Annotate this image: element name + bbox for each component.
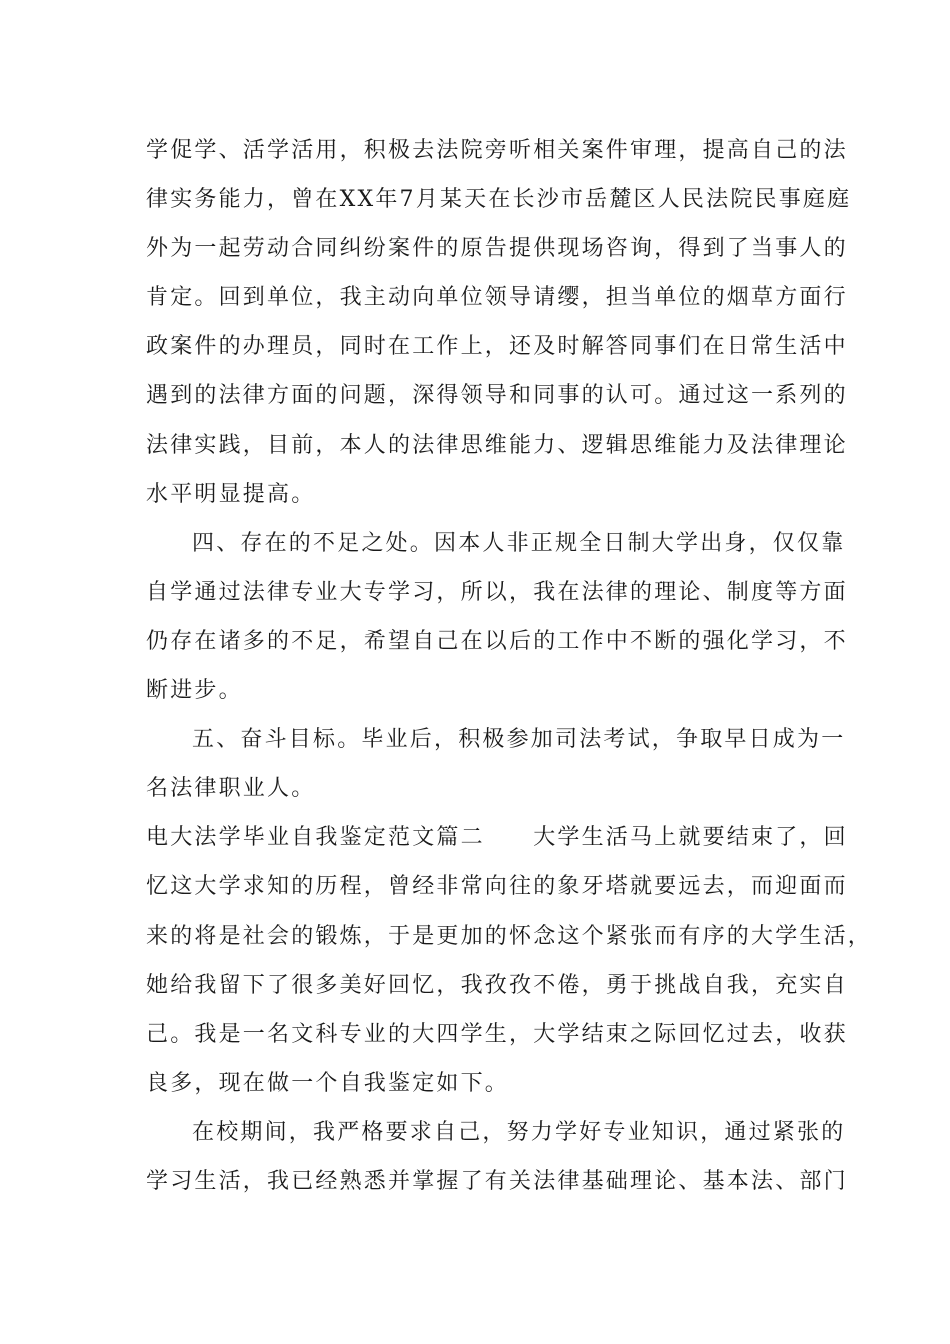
text-line: 遇到的法律方面的问题，深得领导和同事的认可。通过这一系列的 (146, 383, 848, 409)
section-heading-line: 电大法学毕业自我鉴定范文篇二 大学生活马上就要结束了，回 (146, 825, 848, 851)
text-line: 来的将是社会的锻炼，于是更加的怀念这个紧张而有序的大学生活， (146, 923, 873, 949)
text-line: 水平明显提高。 (146, 481, 316, 507)
text-line: 己。我是一名文科专业的大四学生，大学结束之际回忆过去，收获 (146, 1021, 848, 1047)
document-body (146, 126, 873, 1206)
paragraph-start-line: 在校期间，我严格要求自己，努力学好专业知识，通过紧张的 (192, 1119, 846, 1145)
text-line: 学习生活，我已经熟悉并掌握了有关法律基础理论、基本法、部门 (146, 1168, 848, 1194)
text-line: 律实务能力，曾在XX年7月某天在长沙市岳麓区人民法院民事庭庭 (146, 187, 852, 213)
paragraph-start-line: 五、奋斗目标。毕业后，积极参加司法考试，争取早日成为一 (192, 727, 846, 753)
text-line: 她给我留下了很多美好回忆，我孜孜不倦，勇于挑战自我，充实自 (146, 972, 848, 998)
text-line: 断进步。 (146, 678, 243, 704)
text-line: 良多，现在做一个自我鉴定如下。 (146, 1070, 510, 1096)
paragraph-start-line: 四、存在的不足之处。因本人非正规全日制大学出身，仅仅靠 (192, 530, 846, 556)
text-line: 仍存在诸多的不足，希望自己在以后的工作中不断的强化学习，不 (146, 628, 848, 654)
text-line: 名法律职业人。 (146, 776, 316, 802)
text-line: 自学通过法律专业大专学习，所以，我在法律的理论、制度等方面 (146, 579, 848, 605)
text-line: 政案件的办理员，同时在工作上，还及时解答同事们在日常生活中 (146, 334, 848, 360)
text-line: 肯定。回到单位，我主动向单位领导请缨，担当单位的烟草方面行 (146, 285, 848, 311)
text-line: 学促学、活学活用，积极去法院旁听相关案件审理，提高自己的法 (146, 138, 848, 163)
text-line: 忆这大学求知的历程，曾经非常向往的象牙塔就要远去，而迎面而 (146, 874, 848, 900)
text-line: 法律实践，目前，本人的法律思维能力、逻辑思维能力及法律理论 (146, 432, 848, 458)
text-line: 外为一起劳动合同纠纷案件的原告提供现场咨询，得到了当事人的 (146, 236, 848, 262)
